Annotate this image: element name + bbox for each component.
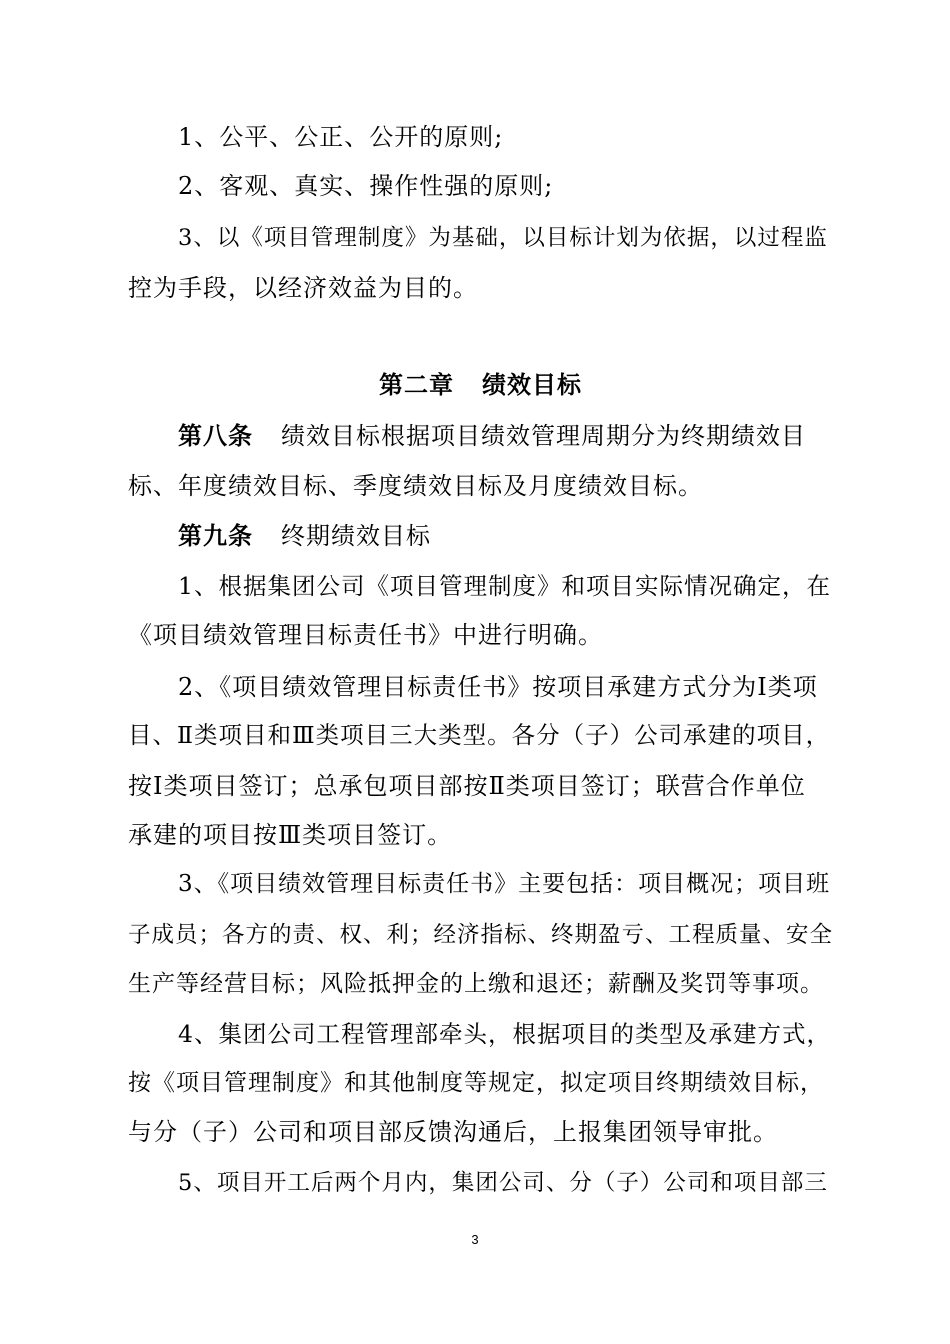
article-8-label: 第八条	[178, 421, 253, 450]
item-4-line-3: 与分（子）公司和项目部反馈沟通后，上报集团领导审批。	[128, 1118, 778, 1146]
chapter-number: 第二章	[379, 370, 454, 399]
article-8-text: 绩效目标根据项目绩效管理周期分为终期绩效目	[281, 422, 806, 450]
article-9-heading	[178, 521, 431, 551]
principle-3-line-1: 3、以《项目管理制度》为基础，以目标计划为依据，以过程监	[178, 225, 828, 251]
item-4-line-2: 按《项目管理制度》和其他制度等规定，拟定项目终期绩效目标，	[128, 1070, 824, 1096]
item-2-line-2: 目、Ⅱ类项目和Ⅲ类项目三大类型。各分（子）公司承建的项目，	[128, 721, 831, 749]
item-3-line-3: 生产等经营目标；风险抵押金的上缴和退还；薪酬及奖罚等事项。	[128, 971, 824, 997]
item-4-line-1: 4、集团公司工程管理部牵头，根据项目的类型及承建方式，	[178, 1020, 831, 1048]
article-9-title: 终期绩效目标	[281, 522, 431, 550]
article-9-label: 第九条	[178, 521, 253, 550]
chapter-heading	[379, 370, 582, 400]
item-1-line-2: 《项目绩效管理目标责任书》中进行明确。	[128, 621, 603, 649]
item-2-line-4: 承建的项目按Ⅲ类项目签订。	[128, 821, 453, 849]
article-8-line-2: 标、年度绩效目标、季度绩效目标及月度绩效目标。	[128, 472, 703, 500]
item-5-line-1: 5、项目开工后两个月内，集团公司、分（子）公司和项目部三	[178, 1170, 828, 1196]
chapter-title: 绩效目标	[482, 370, 582, 399]
page-number: 3	[471, 1232, 479, 1247]
item-3-line-2: 子成员；各方的责、权、利；经济指标、终期盈亏、工程质量、安全	[128, 922, 834, 948]
item-2-line-1: 2、《项目绩效管理目标责任书》按项目承建方式分为Ⅰ类项	[178, 673, 818, 701]
item-1-line-1: 1、根据集团公司《项目管理制度》和项目实际情况确定，在	[178, 572, 831, 600]
principle-1: 1、公平、公正、公开的原则;	[178, 123, 504, 151]
item-2-line-3: 按Ⅰ类项目签订；总承包项目部按Ⅱ类项目签订；联营合作单位	[128, 772, 806, 800]
principle-2: 2、客观、真实、操作性强的原则;	[178, 172, 554, 200]
principle-3-line-2: 控为手段，以经济效益为目的。	[128, 274, 478, 302]
item-3-line-1: 3、《项目绩效管理目标责任书》主要包括：项目概况；项目班	[178, 871, 831, 897]
article-8-line-1	[178, 421, 806, 451]
